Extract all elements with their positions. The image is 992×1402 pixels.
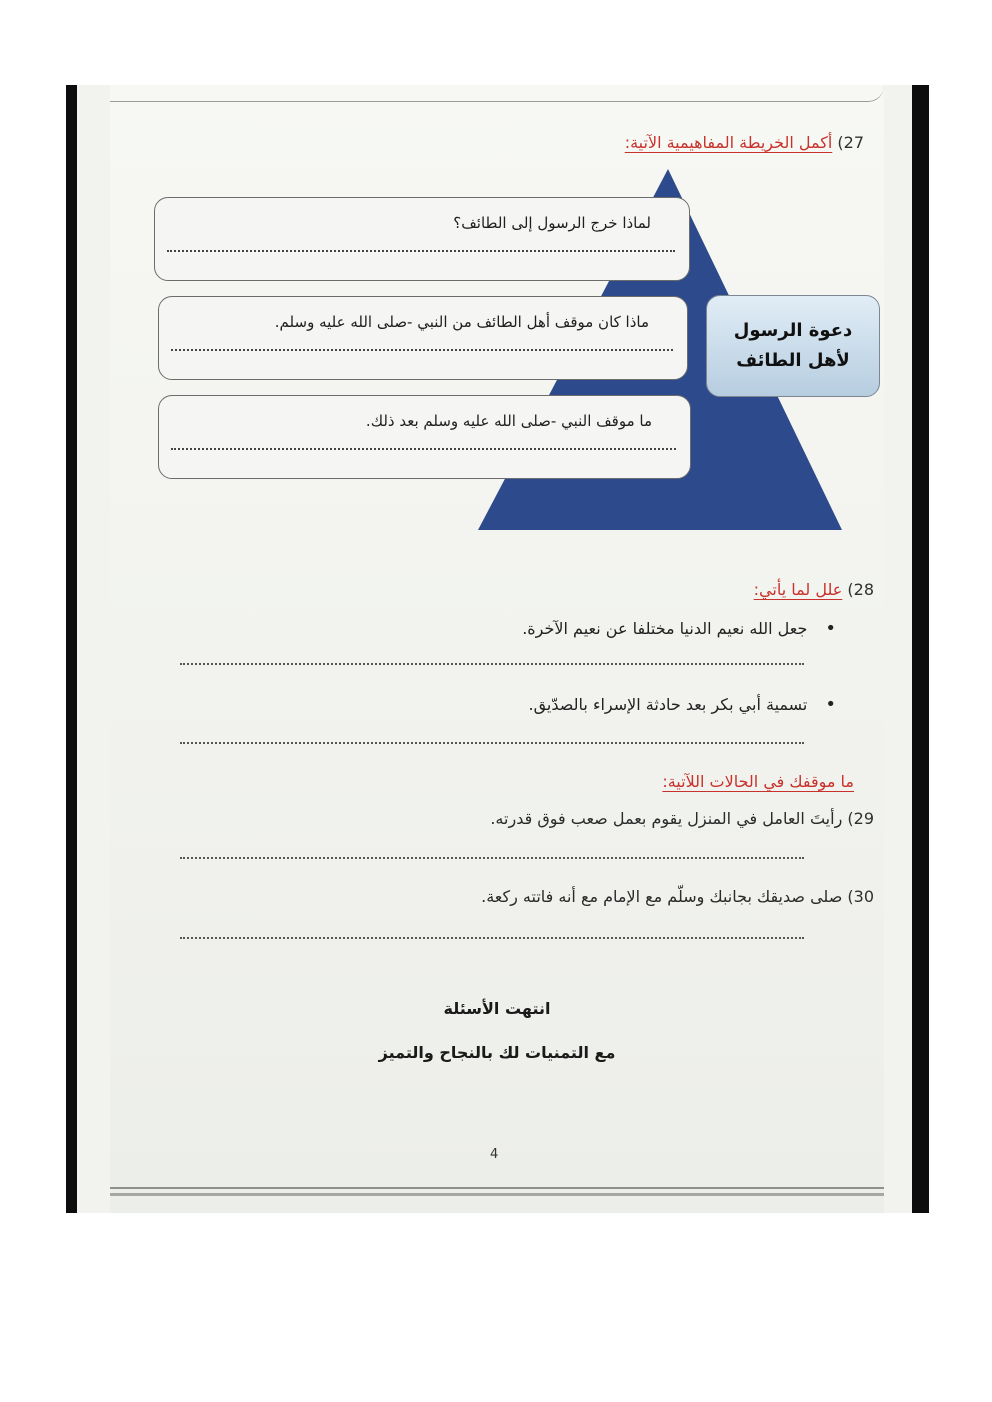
page-number: 4 <box>490 1147 499 1162</box>
q28-answer-line-1[interactable] <box>180 663 804 665</box>
q27-heading <box>625 133 864 152</box>
concept-question-2: ماذا كان موقف أهل الطائف من النبي -صلى الله عليه وسلم. <box>274 313 649 331</box>
center-label-line1: دعوة الرسول <box>733 320 853 341</box>
q29-number: 29) <box>847 809 874 828</box>
situations-heading-text: ما موقفك في الحالات اللآتية: <box>662 772 854 791</box>
answer-line-3[interactable] <box>171 448 676 450</box>
left-black-bar <box>66 85 77 1213</box>
bullet-dot: • <box>825 694 836 715</box>
bullet-dot: • <box>825 618 836 639</box>
center-label-line2: لأهل الطائف <box>736 350 850 371</box>
q28-item-1 <box>522 618 836 639</box>
concept-center-box <box>706 295 880 397</box>
q28-number: 28) <box>847 580 874 599</box>
concept-box-2 <box>158 296 688 380</box>
concept-question-3: ما موقف النبي -صلى الله عليه وسلم بعد ذلك. <box>365 412 652 430</box>
closing-line-1: انتهت الأسئلة <box>443 999 551 1018</box>
q29-text: رأيتَ العامل في المنزل يقوم بعمل صعب فوق قدرته. <box>490 809 843 828</box>
concept-box-1 <box>154 197 690 281</box>
q28-item-2-text: تسمية أبي بكر بعد حادثة الإسراء بالصدّيق. <box>528 695 808 714</box>
right-black-bar <box>912 85 929 1213</box>
q29-line <box>490 809 874 828</box>
page-footer-border <box>110 1187 884 1213</box>
q30-answer-line[interactable] <box>180 937 804 939</box>
q28-instruction: علل لما يأتي: <box>753 580 843 599</box>
concept-question-1: لماذا خرج الرسول إلى الطائف؟ <box>453 214 651 232</box>
q28-answer-line-2[interactable] <box>180 742 804 744</box>
q28-heading <box>754 580 874 599</box>
worksheet-page <box>110 85 884 1213</box>
q27-instruction: أكمل الخريطة المفاهيمية الآتية: <box>624 133 833 152</box>
q30-number: 30) <box>847 887 874 906</box>
q30-text: صلى صديقك بجانبك وسلّم مع الإمام مع أنه فاتته ركعة. <box>481 887 843 906</box>
concept-box-3 <box>158 395 691 479</box>
q28-item-1-text: جعل الله نعيم الدنيا مختلفا عن نعيم الآخرة. <box>522 619 808 638</box>
page-top-border <box>110 85 884 102</box>
closing-line-2: مع التمنيات لك بالنجاح والتميز <box>378 1043 616 1062</box>
answer-line-2[interactable] <box>171 349 673 351</box>
q30-line <box>481 887 874 906</box>
q29-answer-line[interactable] <box>180 857 804 859</box>
q27-number: 27) <box>837 133 864 152</box>
situations-heading <box>662 772 854 791</box>
answer-line-1[interactable] <box>167 250 675 252</box>
q28-item-2 <box>529 694 837 715</box>
